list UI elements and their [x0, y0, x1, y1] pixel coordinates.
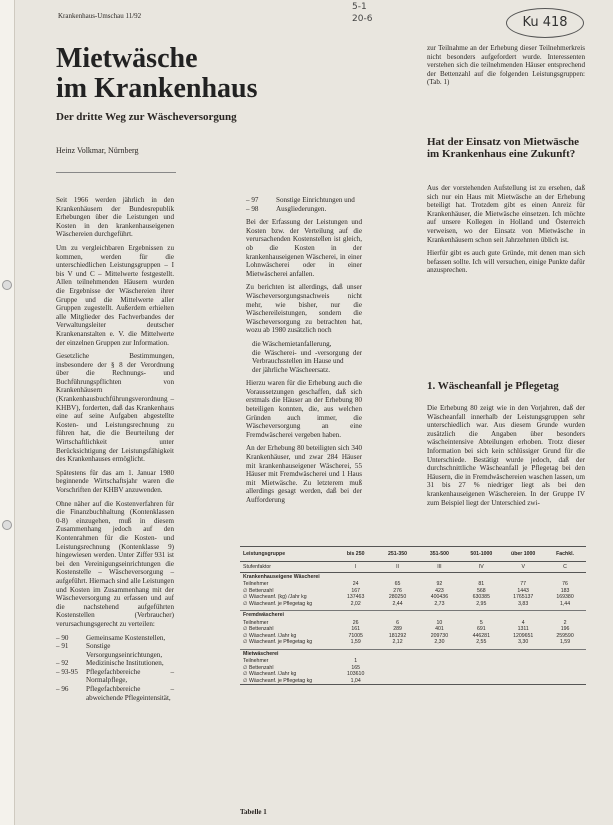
list-item: – 97 Sonstige Einrichtungen und [246, 196, 355, 204]
table-section [240, 573, 586, 581]
list-item: – 91 Sonstige Versorgungseinrichtungen, [56, 642, 163, 659]
punch-hole [2, 280, 12, 290]
table-cell: 446281 [472, 632, 490, 639]
table-row [240, 626, 586, 633]
binder-margin [0, 0, 15, 825]
table-cell: Fachkl. [556, 551, 574, 557]
table-row [240, 594, 586, 601]
table-cell: 3,83 [518, 601, 529, 608]
row-label: Teilnehmer [243, 658, 269, 665]
row-label: Teilnehmer [243, 619, 269, 626]
list-item: – 96 Pflegefachbereiche – abweichende Pflegeintensität, [56, 685, 174, 702]
table-cell: 3,30 [518, 639, 529, 646]
table-cell: 6 [396, 619, 399, 626]
table-section-title: Mietwäscherei [243, 650, 279, 657]
row-label: ∅ Wäscheanf. (kg) /Jahr kg [243, 594, 307, 601]
table-cell: 2,73 [434, 601, 445, 608]
table-caption: Tabelle 1 [240, 808, 267, 816]
row-label: ∅ Bettenzahl [243, 626, 274, 633]
table-cell: 76 [562, 581, 568, 588]
table-cell: 280250 [388, 594, 407, 601]
table-cell: über 1000 [511, 551, 536, 557]
table-row [240, 671, 586, 678]
table-cell: 10 [436, 619, 443, 626]
list-item: – 92 Medizinische Institutionen, [56, 659, 164, 668]
table-cell: 183 [560, 587, 570, 594]
table-row [240, 601, 586, 608]
table-section [240, 610, 586, 619]
table-cell: 1,04 [350, 677, 361, 684]
column-2: – 97 Sonstige Einrichtungen und – 98 Ausgliederungen. Bei der Erfassung der Leistungen und Kosten bzw. der Verteilung auf die verursachenden Kostenstellen ist gleich, ob die Kosten in der krankenhauseigenen Wäscherei, in einer Lohnwäscherei oder in einer Mietwäscherei anfallen. Zu berichten ist allerdings, daß unser Wäscheversorgungsnachweis nicht mehr, wie bisher, nur die Wäschereileistungen, sondern die Wäscheversorgung zu betrachten hat, wozu ab 1980 zusätzlich noch die Wäschemietanfallerung, die Wäscherei- und -versorgung der Verbrauchsstellen im Hause und der jährliche Wäscheersatz. Hierzu waren für die Erhebung auch die Voraussetzungen geschaffen, daß sich erstmals die Häuser an der Erhebung 80 beteiligen konnten, die, aus welchen Gründen auch immer, die Wäscheversorgung an eine Fremdwäscherei vergeben haben. An der Erhebung 80 beteiligten sich 340 Krankenhäuser, und zwar 284 Häuser mit krankenhauseigener Wäscherei, 55 Häuser mit Fremdwäscherei und 1 Haus mit Mietwäsche. Zu letzterem muß allerdings gesagt werden, daß bei der Aufforderung [246, 196, 362, 504]
table-cell: 65 [394, 581, 401, 588]
row-label: ∅ Bettenzahl [243, 587, 274, 594]
table-cell: V [521, 564, 525, 570]
table-cell: 1,59 [559, 639, 571, 646]
column-3: Aus der vorstehenden Aufstellung ist zu ersehen, daß sich nur ein Haus mit Mietwäsche an der Erhebung beteiligt hat. Trotzdem gibt es einen Anreiz für Krankenhäuser, die Mietwäsche einsetzen. Ich möchte auf unsere Kollegen in Holland und Österreich verweisen, wo der Einsatz von Mietwäsche in Krankenhäusern schon seit Jahrzehnten üblich ist. Hierfür gibt es auch gute Gründe, mit denen man sich befassen sollte. Ich will versuchen, einige Punkte dafür anzusprechen. [427, 184, 585, 275]
table-cell: 630385 [472, 594, 490, 601]
table-header-row [240, 546, 586, 562]
row-label: ∅ Bettenzahl [243, 664, 274, 671]
table-cell: 1311 [517, 626, 529, 633]
handwritten-note: 20-6 [352, 14, 373, 24]
row-label: Teilnehmer [243, 581, 269, 588]
table-cell: 77 [520, 581, 527, 588]
table-cell: 4 [521, 619, 525, 626]
table-row [240, 619, 586, 626]
bullet-item: die Wäschemietanfallerung, [252, 339, 332, 348]
list-item: – 90 Gemeinsame Kostenstellen, [56, 633, 166, 642]
table-cell: 196 [560, 626, 570, 633]
table-cell: 1 [354, 658, 358, 665]
table-cell: C [563, 564, 567, 570]
table-row [240, 639, 586, 646]
table-cell: II [396, 564, 399, 570]
table-cell: 423 [435, 587, 444, 594]
article-title: Mietwäsche im Krankenhaus [56, 43, 258, 104]
table-cell: IV [478, 564, 484, 570]
table-cell: III [437, 564, 442, 570]
bullet-item: der jährliche Wäscheersatz. [252, 365, 331, 374]
row-label: ∅ Wäscheanf. je Pflegetag kg [243, 677, 313, 684]
table-cell: 251-350 [388, 551, 408, 557]
author-line: Heinz Volkmar, Nürnberg [56, 146, 139, 155]
row-label: ∅ Wäscheanf. /Jahr kg [243, 632, 297, 639]
table-cell: 1,44 [559, 601, 571, 608]
handwritten-note: 5-1 [352, 2, 367, 12]
table-cell: I [354, 564, 357, 570]
table-row [240, 562, 586, 573]
table-cell: 401 [435, 626, 444, 633]
table-cell: 501-1000 [470, 551, 493, 557]
journal-header: Krankenhaus-Umschau 11/92 [58, 12, 142, 20]
table-section-title: Fremdwäscherei [243, 612, 284, 619]
column-3-body: Die Erhebung 80 zeigt wie in den Vorjahren, daß der Wäscheanfall innerhalb der Leistungsgruppen sehr unterschiedlich war. Aus diesem Grunde wurden zusätzlich die Angaben über besonders wäscheintensive Abteilungen erhoben. Trotz dieser Information bei sich kein schlüssiger Grund für die Unterschiede. Bestätigt wurde jedoch, daß der durchschnittliche Wäscheanfall je Pflegetag bei den Häusern, die in Fremdwäschereien waschen lassen, um 31 bis 27 % niedriger liegt als bei den krankenhauseigenen Wäschereien. In der Gruppe IV zum Beispiel liegt der Unterschied zwi- [427, 404, 585, 507]
column-1: Seit 1966 werden jährlich in den Krankenhäusern der Bundesrepublik Erhebungen über die Leistungen und Kosten in den krankenhauseigenen Wäschereien durchgeführt. Um zu vergleichbaren Ergebnissen zu kommen, werden für die unterschiedlichen Leistungsgruppen – I bis V und C – Mittelwerte festgestellt. Allen teilnehmenden Häusern wurden die Ergebnisse der Wäschereien ihrer Gruppe und die Mittelwerte aller Gruppen zugestellt. Außerdem erhielten alle Mitglieder des Fachverbandes der Verwaltungsleiter deutscher Krankenanstalten e. V. die Mittelwerte der einzelnen Gruppen zur Information. Gesetzliche Bestimmungen, insbesondere der § 8 der Verordnung über die Rechnungs- und Buchführungspflichten von Krankenhäusern (Krankenhausbuchführungsverordnung – KHBV), forderten, daß das Krankenhaus eine auf seine Aufgaben abgestellte Kosten- und Leistungsrechnung zu führen hat, die die Beurteilung der Wirtschaftlichkeit unter Berücksichtigung der Leistungsfähigkeit des Krankenhauses ermöglicht. Spätestens für das am 1. Januar 1980 beginnende Wirtschaftsjahr waren die Vorschriften der KHBV anzuwenden. Ohne näher auf die Kostenverfahren für die Finanzbuchhaltung (Kontenklassen 0-8) einzugehen, muß in diesem Zusammenhang jedoch auf den Kontenrahmen für die Kosten- und Leistungsrechnung (Kontenklasse 9) hingewiesen werden. Unter Ziffer 931 ist bei den Vereinigungseinrichtungen die Kostenstelle – Wäscheversorgung – aufgeführt. Hiernach sind alle Leistungen und Kosten im Zusammenhang mit der Wäscheversorgung zu erfassen und auf die nachstehend aufgeführten Kostenstellen (Verbraucher) verursachungsgerecht zu verteilen: – 90 Gemeinsame Kostenstellen, – 91 Sonstige Versorgungseinrichtungen, – 92 Medizinische Institutionen, – 93-95 Pflegefachbereiche – Normalpflege, – 96 Pflegefachbereiche – abweichende Pflegeintensität, [56, 196, 174, 702]
table-cell: 2,55 [476, 639, 487, 646]
row-label: ∅ Wäscheanf. je Pflegetag kg [243, 601, 313, 608]
table-cell: 400436 [430, 594, 449, 601]
table-section-title: Krankenhauseigene Wäscherei [243, 574, 320, 580]
row-label: ∅ Wäscheanf. /Jahr kg [243, 671, 297, 678]
table-cell: 2,30 [434, 639, 445, 646]
row-label: Leistungsgruppe [243, 551, 286, 557]
table-cell: 5 [479, 619, 483, 626]
table-cell: 289 [393, 626, 402, 633]
table-cell: 81 [478, 581, 485, 588]
table-cell: 181292 [388, 632, 407, 639]
table-cell: 103610 [347, 671, 365, 678]
table-cell: 2 [563, 619, 567, 626]
table-row [240, 664, 586, 671]
table-cell: 259590 [556, 632, 574, 639]
table-cell: 92 [436, 581, 443, 588]
table-cell: 165 [351, 664, 360, 671]
table-row [240, 633, 586, 640]
table-cell: 209730 [430, 632, 449, 639]
table-row [240, 678, 586, 686]
divider [56, 172, 176, 173]
data-table [240, 546, 586, 685]
table-section [240, 649, 586, 658]
row-label: ∅ Wäscheanf. je Pflegetag kg [243, 639, 313, 646]
table-cell: 161 [351, 626, 360, 633]
archive-stamp: Ku 418 [506, 8, 584, 38]
table-cell: 26 [352, 619, 359, 626]
punch-hole [2, 520, 12, 530]
table-cell: 167 [351, 587, 360, 594]
row-label: Stufenfaktor [243, 564, 271, 570]
table-cell: 137463 [347, 594, 365, 601]
table-row [240, 658, 586, 665]
list-item: – 98 Ausgliederungen. [246, 204, 327, 213]
table-cell: 2,12 [392, 639, 403, 646]
table-cell: 2,02 [350, 601, 361, 608]
table-row [240, 588, 586, 595]
bullet-item: die Wäscherei- und -versorgung der Verbrauchsstellen im Hause und [252, 348, 362, 366]
table-cell: 276 [393, 587, 402, 594]
section-heading: 1. Wäscheanfall je Pflegetag [427, 380, 559, 392]
table-cell: bis 250 [346, 551, 365, 557]
table-cell: 351-500 [429, 551, 449, 557]
table-cell: 1209651 [513, 632, 534, 639]
column-3-top: zur Teilnahme an der Erhebung dieser Teilnehmerkreis nicht besonders aufgefordert wurde. Interessenten verstehen sich die teilnehmenden Häuser entsprechend der Bettenzahl auf die folgenden Leistungsgruppen: (Tab. 1) [427, 44, 585, 87]
table-cell: 1,59 [350, 639, 361, 646]
table-cell: 1443 [517, 587, 529, 594]
article-subtitle: Der dritte Weg zur Wäscheversorgung [56, 111, 237, 123]
table-cell: 24 [352, 581, 359, 588]
table-cell: 2,44 [392, 601, 403, 608]
table-row [240, 581, 586, 588]
table-cell: 71005 [348, 632, 363, 639]
table-cell: 169380 [556, 594, 574, 601]
table-cell: 2,95 [476, 601, 487, 608]
table-cell: 568 [476, 587, 486, 594]
table-cell: 691 [476, 626, 486, 633]
section-heading: Hat der Einsatz von Mietwäsche im Krankenhaus eine Zukunft? [427, 136, 579, 160]
list-item: – 93-95 Pflegefachbereiche – Normalpflege, [56, 667, 174, 685]
table-cell: 1765137 [513, 594, 534, 601]
